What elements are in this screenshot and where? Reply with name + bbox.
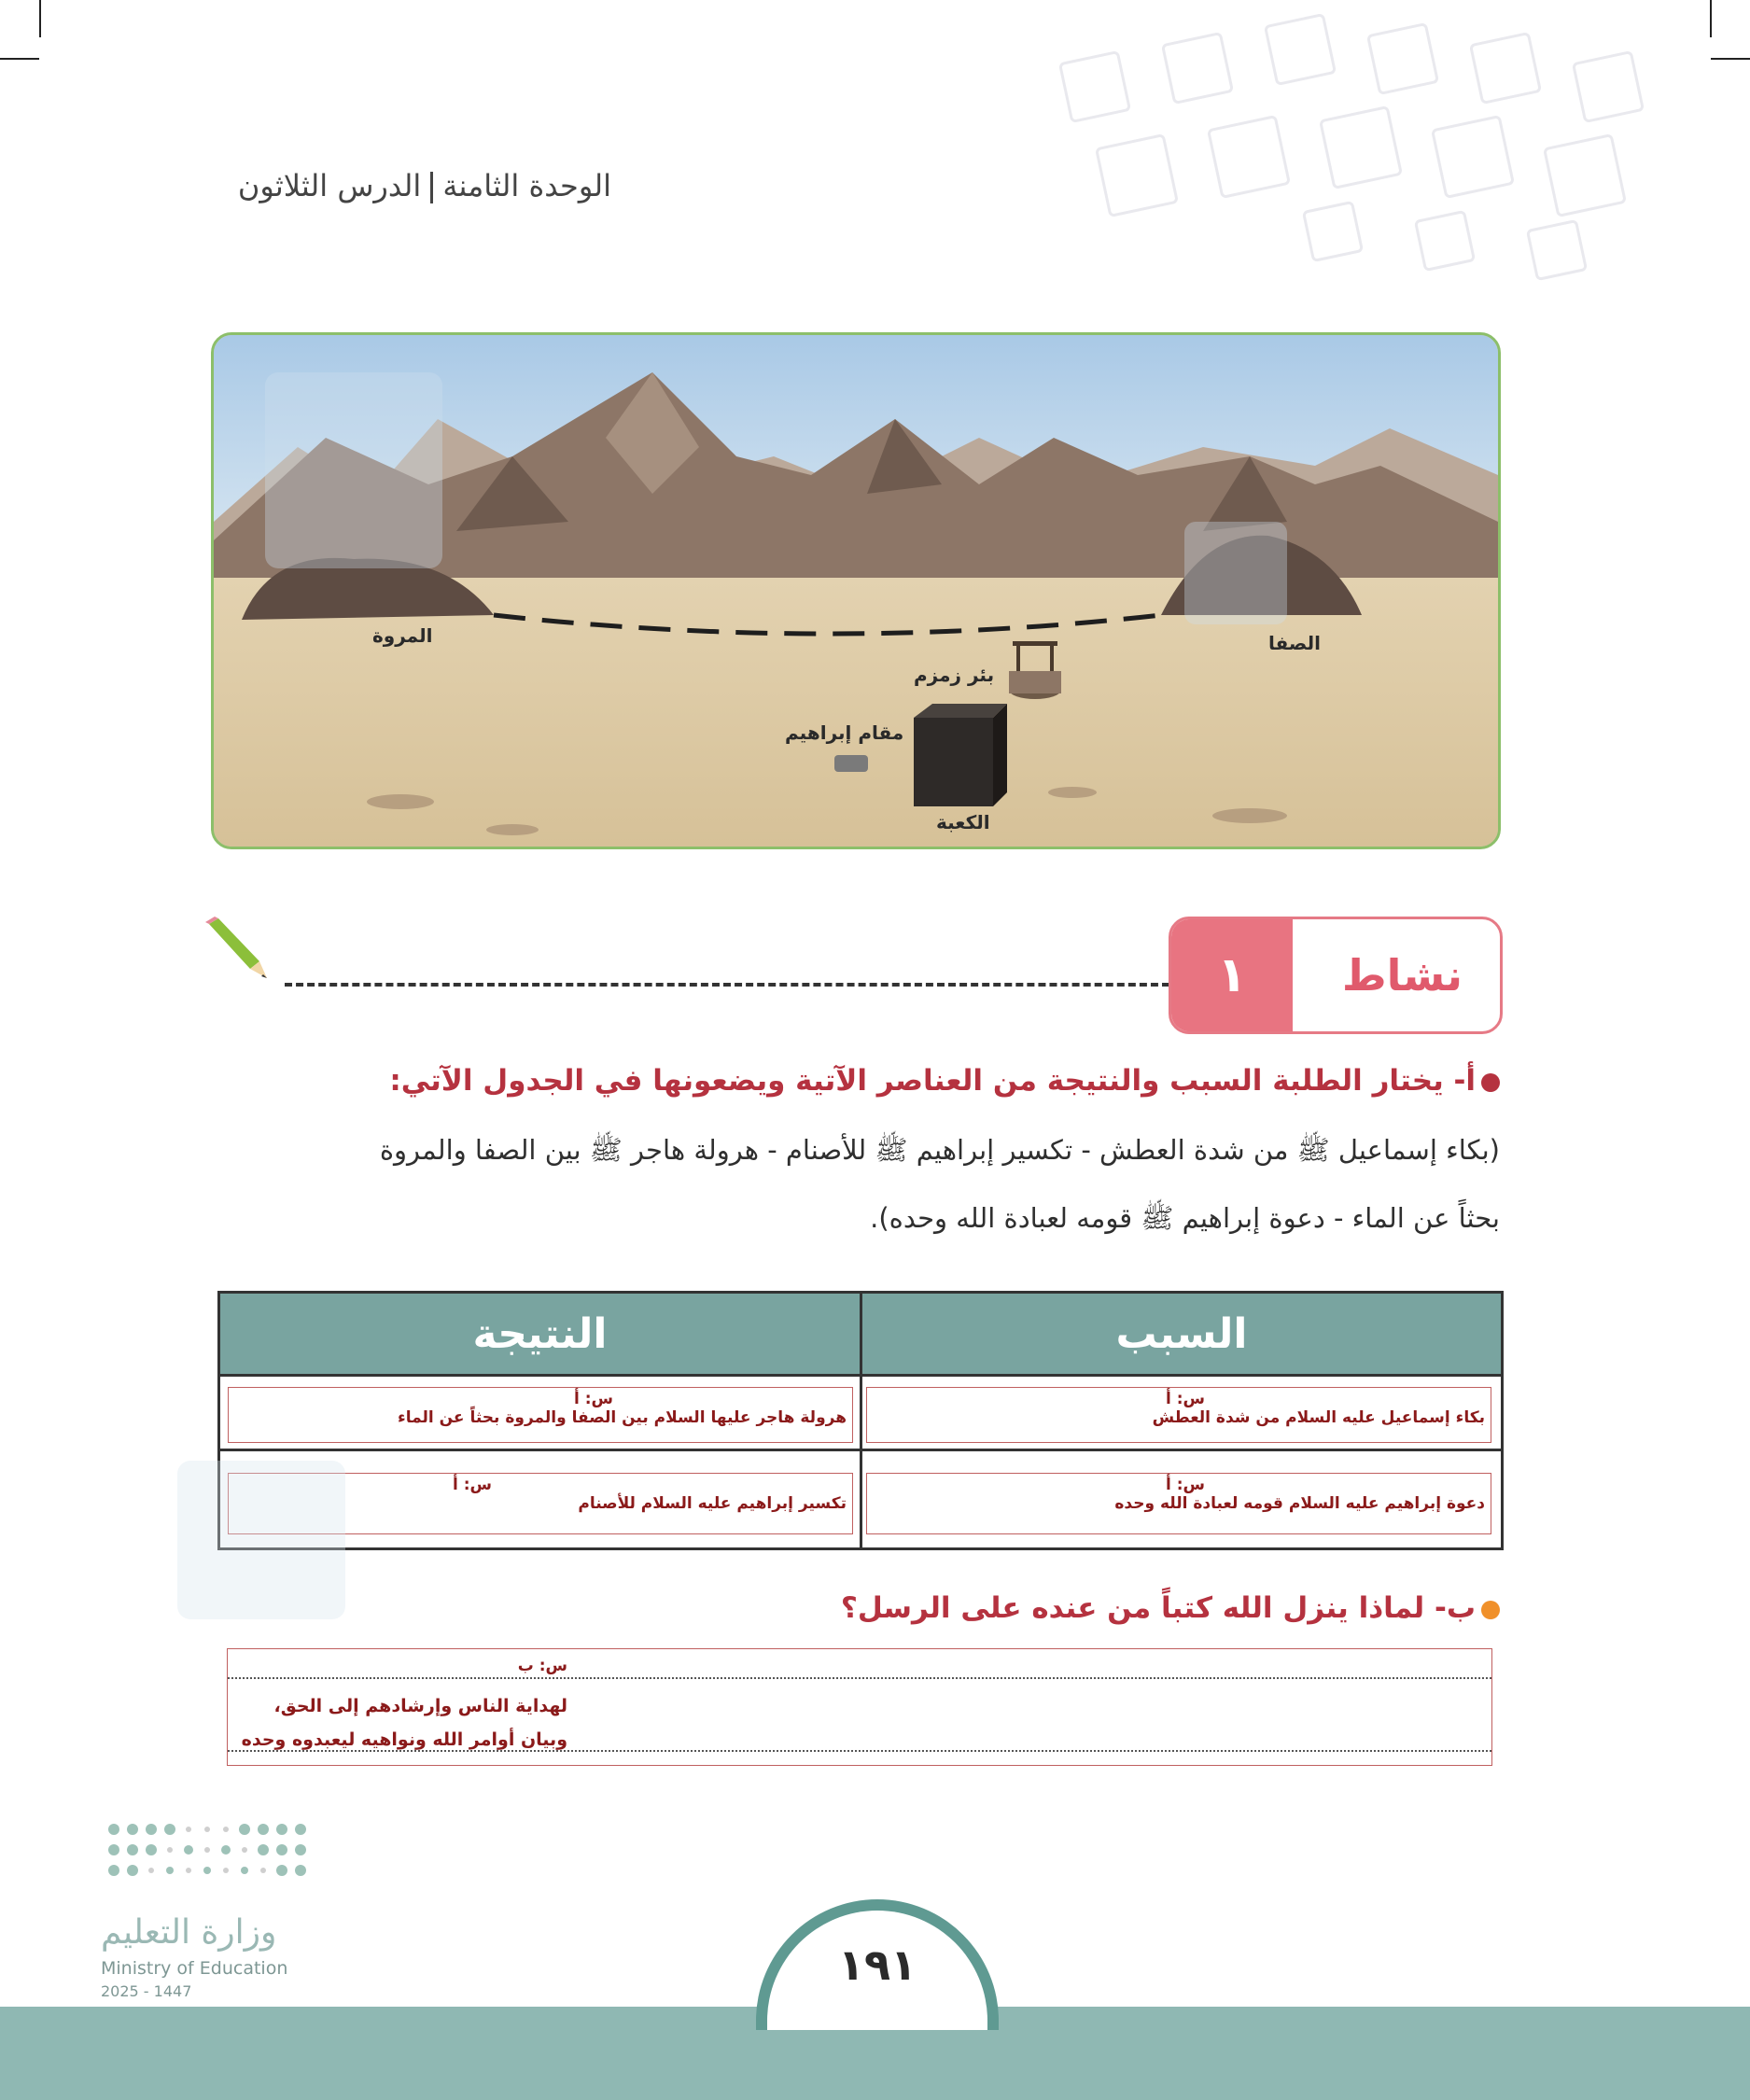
- crop-mark: [0, 58, 39, 60]
- answer-text: بكاء إسماعيل عليه السلام من شدة العطش: [1152, 1408, 1485, 1427]
- edition-year: 2025 - 1447: [101, 1982, 192, 2000]
- watermark-logo: [1184, 522, 1287, 624]
- answer-field-result-1[interactable]: [228, 1387, 853, 1443]
- question-a-title: [389, 1064, 1500, 1098]
- table-header-result: النتيجة: [220, 1294, 860, 1374]
- bullet-icon: [1481, 1601, 1500, 1619]
- cause-result-table: [217, 1291, 1504, 1550]
- answer-label: س: أ: [1165, 1476, 1205, 1494]
- answer-text: دعوة إبراهيم عليه السلام قومه لعبادة الله وحده: [1114, 1494, 1485, 1513]
- crop-mark: [1711, 58, 1750, 60]
- unit-title: الوحدة الثامنة: [442, 168, 611, 203]
- scene-illustration: [211, 332, 1501, 849]
- label-marwa: المروة: [372, 624, 433, 647]
- question-b-text: ب- لماذا ينزل الله كتباً من عنده على الرسل؟: [840, 1591, 1476, 1625]
- running-head: [238, 168, 611, 203]
- answer-text-line2: وبيان أوامر الله ونواهيه ليعبدوه وحده: [241, 1729, 567, 1750]
- dotted-line: [228, 1750, 1491, 1752]
- table-divider: [860, 1294, 862, 1547]
- answer-field-cause-2[interactable]: [866, 1473, 1491, 1534]
- answer-label: س: أ: [1165, 1390, 1205, 1408]
- answer-label: س: أ: [452, 1476, 492, 1494]
- answer-text: تكسير إبراهيم عليه السلام للأصنام: [578, 1494, 847, 1513]
- pencil-icon: [203, 915, 271, 982]
- answer-text-line1: لهداية الناس وإرشادهم إلى الحق،: [273, 1696, 567, 1716]
- question-a-items-line1: (بكاء إسماعيل ﷺ من شدة العطش - تكسير إبراهيم ﷺ للأصنام - هرولة هاجر ﷺ بين الصفا والمروة: [379, 1134, 1500, 1166]
- answer-text: هرولة هاجر عليها السلام بين الصفا والمروة بحثاً عن الماء: [398, 1408, 847, 1427]
- table-header-cause: السبب: [862, 1294, 1501, 1374]
- ministry-name-en: Ministry of Education: [101, 1958, 288, 1979]
- bullet-icon: [1481, 1073, 1500, 1092]
- label-safa: الصفا: [1268, 632, 1321, 654]
- answer-field-cause-1[interactable]: [866, 1387, 1491, 1443]
- label-maqam: مقام إبراهيم: [785, 721, 904, 744]
- ministry-name-ar: وزارة التعليم: [101, 1913, 277, 1952]
- label-zamzam: بئر زمزم: [914, 664, 995, 686]
- lesson-title: الدرس الثلاثون: [237, 168, 422, 203]
- answer-label: س: ب: [517, 1657, 567, 1675]
- watermark-logo: [265, 372, 442, 568]
- label-kaaba: الكعبة: [936, 811, 990, 833]
- table-divider: [220, 1374, 1501, 1377]
- question-b-title: [841, 1591, 1500, 1625]
- ministry-logo-dots: [105, 1820, 319, 1895]
- answer-field-b[interactable]: [227, 1648, 1492, 1766]
- dotted-line: [228, 1677, 1491, 1679]
- answer-label: س: أ: [573, 1390, 613, 1408]
- header-separator: [430, 172, 433, 203]
- question-a-items-line2: بحثاً عن الماء - دعوة إبراهيم ﷺ قومه لعبادة الله وحده).: [870, 1202, 1500, 1234]
- crop-mark: [1710, 0, 1712, 37]
- watermark-logo: [177, 1461, 345, 1619]
- page-number: ١٩١: [837, 1939, 917, 1990]
- activity-header: [1169, 917, 1503, 1034]
- question-a-text: أ- يختار الطلبة السبب والنتيجة من العناصر الآتية ويضعونها في الجدول الآتي:: [389, 1064, 1476, 1098]
- crop-mark: [39, 0, 41, 37]
- activity-label: نشاط: [1341, 950, 1463, 1001]
- table-divider: [220, 1449, 1501, 1451]
- activity-divider: [285, 983, 1169, 987]
- activity-number: ١: [1171, 919, 1293, 1031]
